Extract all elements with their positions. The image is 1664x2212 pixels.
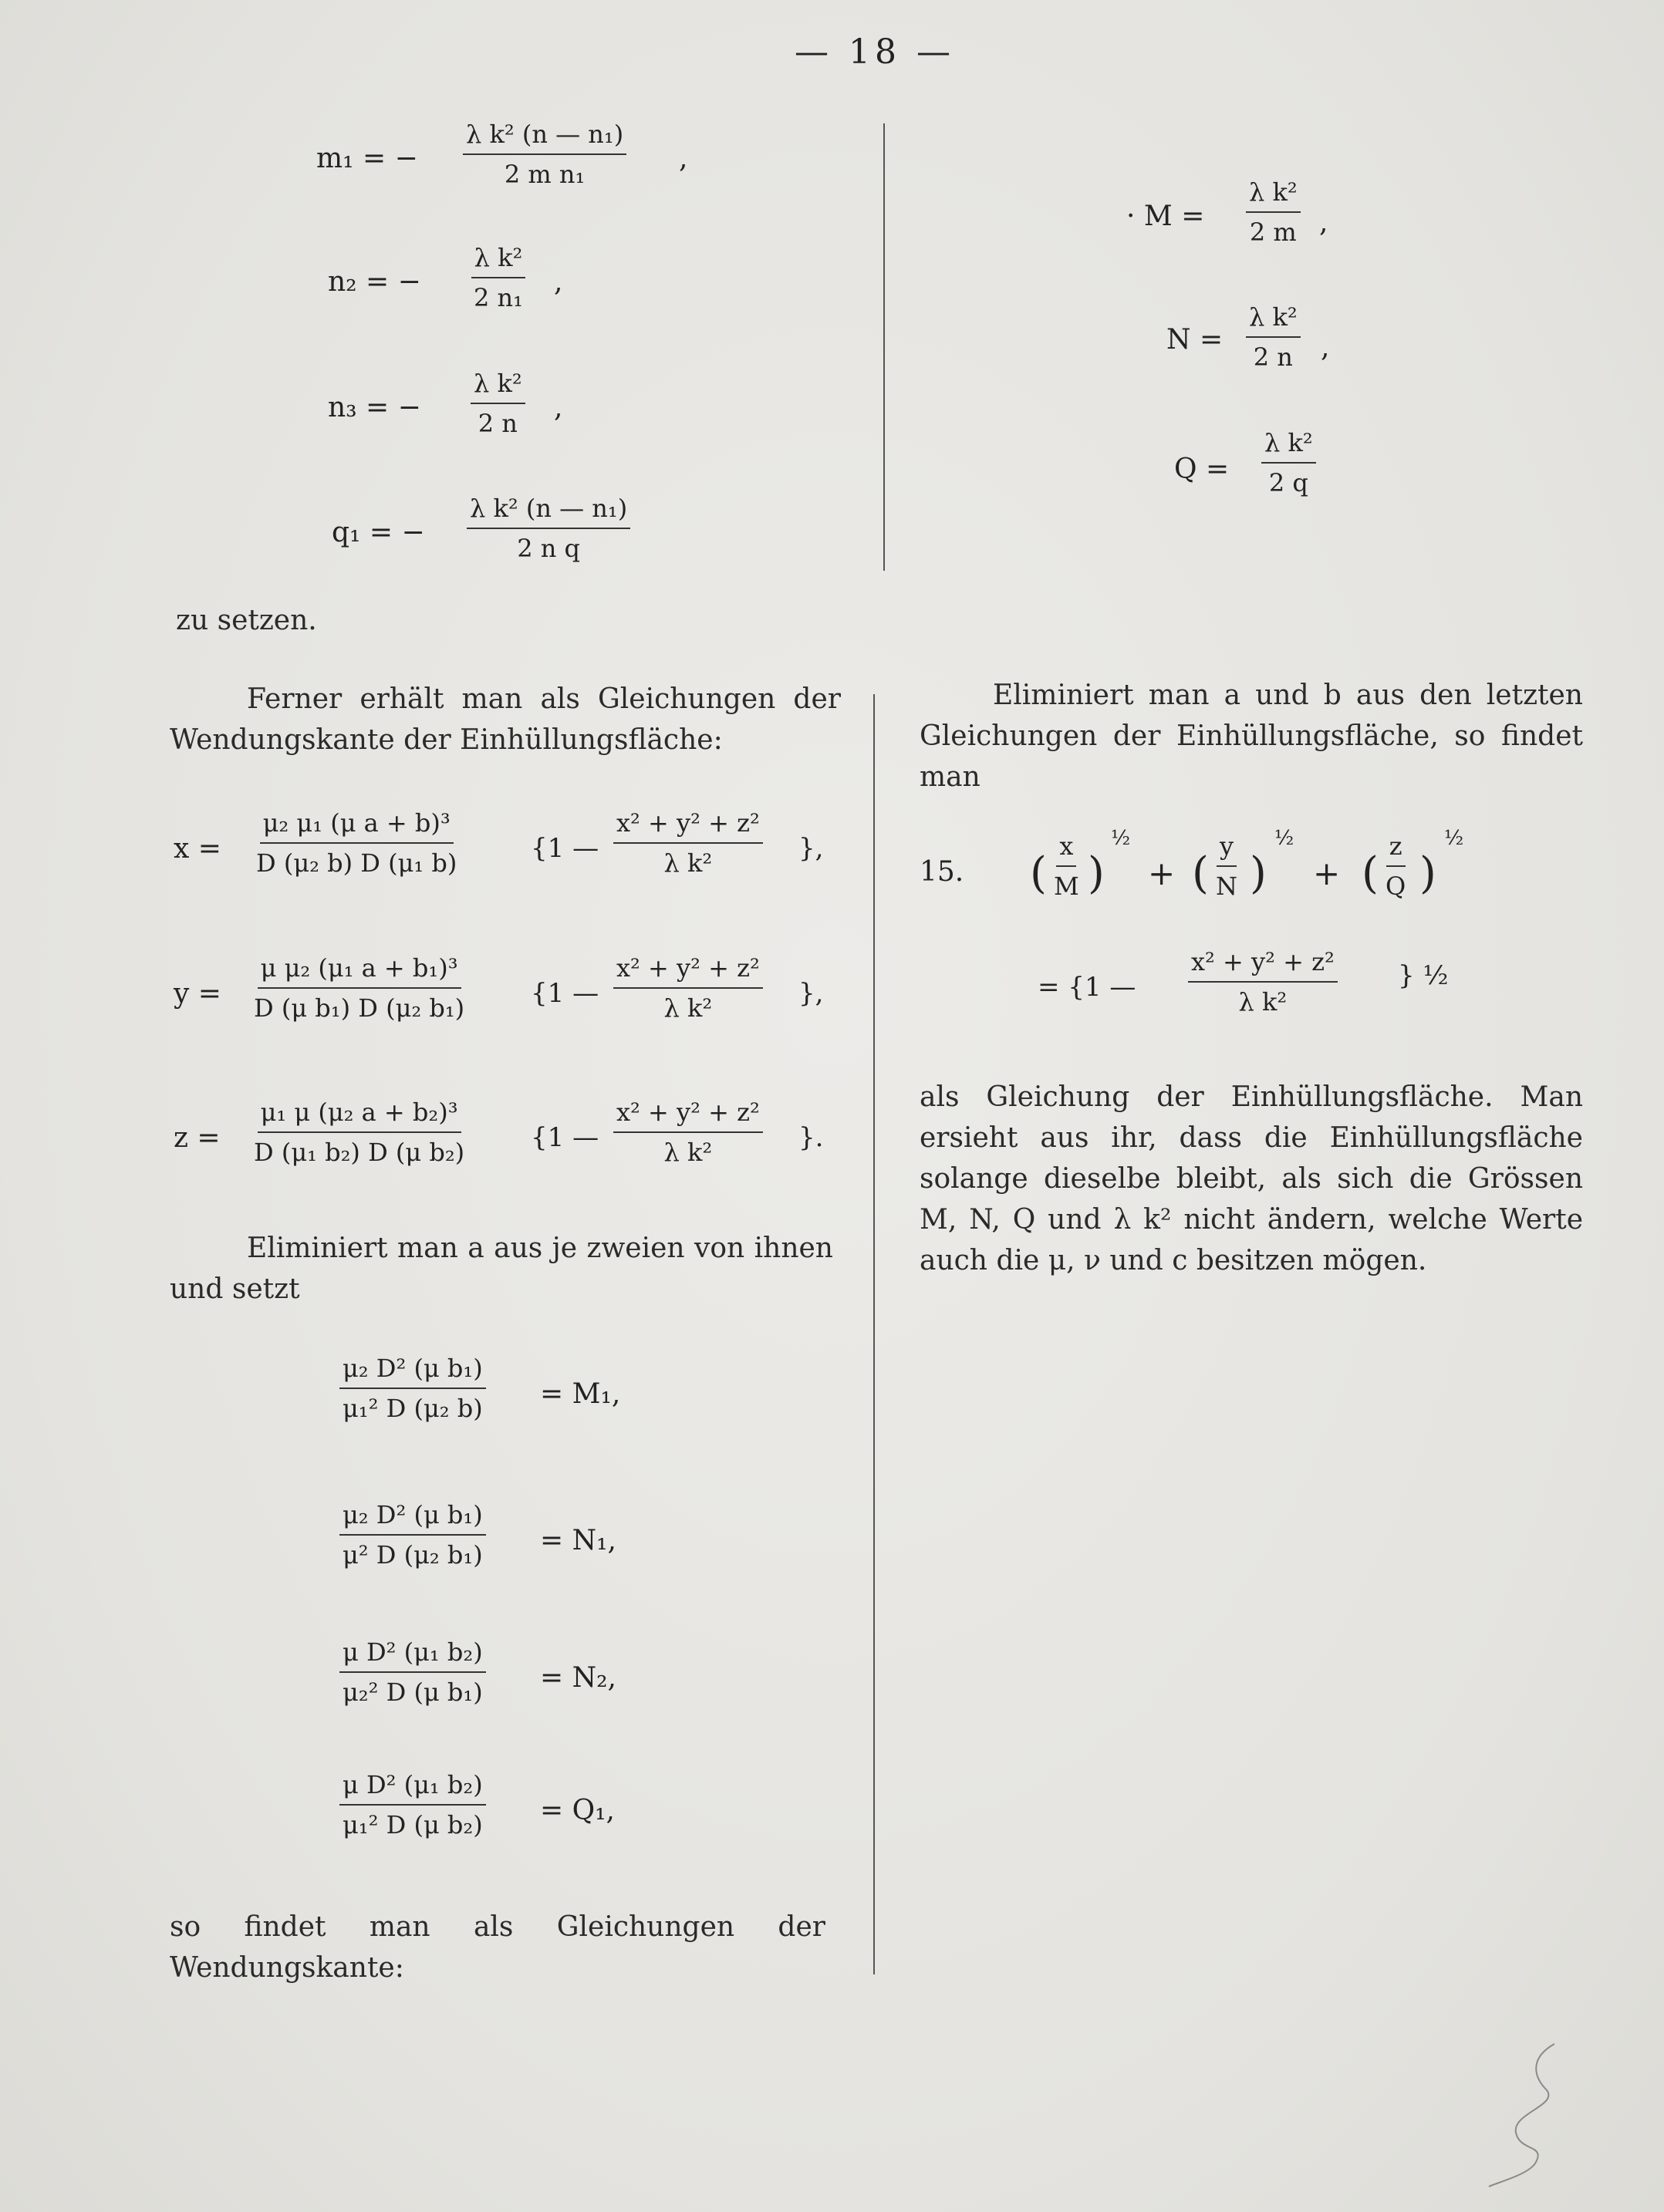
eq-fraction — [253, 808, 460, 878]
sub-denominator: μ₁² D (μ₂ b) — [343, 1394, 483, 1423]
plus-1: + — [1148, 855, 1176, 892]
page-number: — 18 — — [795, 32, 955, 72]
eq-bracket-close: }. — [798, 1122, 824, 1153]
def-numerator: λ k² (n — n₁) — [463, 120, 626, 155]
eq-inner-denominator: λ k² — [663, 993, 713, 1023]
sub-fraction — [339, 1637, 486, 1707]
eq-bracket-open: {1 — — [531, 1122, 599, 1153]
eq-inner-denominator: λ k² — [663, 1138, 713, 1167]
sub-rhs: = M₁, — [540, 1378, 621, 1410]
term-denominator: M — [1054, 872, 1079, 901]
def-numerator: λ k² — [471, 243, 526, 278]
def-denominator: 2 n — [478, 409, 518, 438]
eliminiert-paragraph-left: Eliminiert man a aus je zweien von ihnen und setzt — [170, 1232, 833, 1305]
def-numerator: λ k² — [471, 369, 525, 404]
final-paragraph-right: als Gleichung der Einhüllungsfläche. Man ersieht aus ihr, dass die Einhüllungsfläche solange dieselbe bleibt, als sich die Grössen M, N, Q und λ k² nicht ändern, welche Werte auch die μ, ν und c besitzen mögen. — [920, 1081, 1583, 1276]
eq-inner-numerator: x² + y² + z² — [613, 808, 763, 844]
paren-open-2: ( — [1192, 848, 1209, 899]
def-fraction — [1246, 177, 1301, 247]
eq-lhs: y = — [174, 978, 221, 1010]
eq-bracket-close: }, — [798, 833, 824, 864]
eq-numerator: μ₂ μ₁ (μ a + b)³ — [260, 808, 454, 844]
rhs-numerator: x² + y² + z² — [1188, 947, 1338, 983]
eq-inner-fraction — [613, 808, 763, 878]
final-paragraph-left: so findet man als Gleichungen der Wendungskante: — [170, 1911, 825, 1984]
def-denominator: 2 q — [1268, 468, 1308, 497]
def-lhs: Q = — [1174, 454, 1230, 485]
def-numerator: λ k² — [1261, 428, 1316, 464]
def-denominator: 2 n — [1253, 342, 1293, 372]
eq-lhs: z = — [174, 1122, 221, 1154]
eq-inner-fraction — [613, 1098, 763, 1167]
ferner-paragraph: Ferner erhält man als Gleichungen der Wendungskante der Einhüllungsfläche: — [170, 683, 841, 756]
eq-inner-fraction — [613, 953, 763, 1023]
eq-bracket-open: {1 — — [531, 833, 599, 864]
paren-close-2: ) — [1250, 848, 1267, 899]
def-tail: , — [554, 392, 563, 423]
term-numerator: z — [1386, 831, 1406, 867]
eq-denominator: D (μ₁ b₂) D (μ b₂) — [254, 1138, 465, 1167]
def-denominator: 2 n q — [517, 534, 580, 563]
eq-numerator: μ μ₂ (μ₁ a + b₁)³ — [258, 953, 461, 989]
rhs-close: } ½ — [1398, 960, 1449, 991]
eliminiert-paragraph-right: Eliminiert man a und b aus den letzten Gleichungen der Einhüllungsfläche, so findet man — [920, 679, 1583, 793]
sub-fraction — [339, 1770, 486, 1839]
def-lhs: m₁ = − — [316, 143, 418, 174]
def-numerator: λ k² (n — n₁) — [467, 494, 630, 529]
eq-fraction — [251, 1098, 467, 1167]
eq-numerator: μ₁ μ (μ₂ a + b₂)³ — [258, 1098, 461, 1133]
plus-2: + — [1313, 855, 1341, 892]
def-fraction — [471, 369, 525, 438]
sub-fraction — [339, 1354, 486, 1423]
def-fraction — [1246, 302, 1301, 372]
def-lhs: n₃ = − — [328, 392, 421, 423]
zu-setzen-text: zu setzen. — [176, 605, 317, 636]
paren-close-1: ) — [1088, 848, 1105, 899]
def-tail: , — [1321, 332, 1330, 363]
term-numerator: x — [1056, 831, 1076, 867]
term-denominator: N — [1216, 872, 1237, 901]
def-tail: , — [679, 143, 688, 174]
def-fraction — [467, 494, 630, 563]
def-denominator: 2 m — [1249, 217, 1297, 247]
term-denominator: Q — [1386, 872, 1406, 901]
term-numerator: y — [1217, 831, 1237, 867]
rhs-fraction — [1188, 947, 1338, 1017]
sub-rhs: = N₂, — [540, 1662, 616, 1694]
def-denominator: 2 m n₁ — [504, 160, 586, 189]
equation-number: 15. — [920, 856, 964, 888]
top-column-divider — [883, 123, 885, 571]
paren-open-1: ( — [1030, 848, 1047, 899]
def-numerator: λ k² — [1246, 177, 1301, 213]
term-z-over-Q — [1382, 831, 1409, 901]
eq-denominator: D (μ b₁) D (μ₂ b₁) — [254, 993, 465, 1023]
eq-bracket-open: {1 — — [531, 978, 599, 1009]
exponent-1: ½ — [1111, 827, 1131, 850]
rhs-open: = {1 — — [1038, 972, 1136, 1003]
def-fraction — [1261, 428, 1316, 497]
eq-fraction — [251, 953, 467, 1023]
rhs-denominator: λ k² — [1238, 987, 1288, 1017]
term-y-over-N — [1213, 831, 1240, 901]
paren-close-3: ) — [1419, 848, 1436, 899]
sub-numerator: μ₂ D² (μ b₁) — [339, 1500, 486, 1536]
sub-rhs: = N₁, — [540, 1525, 616, 1556]
exponent-2: ½ — [1274, 827, 1294, 850]
sub-numerator: μ D² (μ₁ b₂) — [339, 1637, 486, 1673]
eq-inner-numerator: x² + y² + z² — [613, 1098, 763, 1133]
def-tail: , — [1319, 207, 1328, 238]
def-lhs: N = — [1166, 324, 1224, 356]
paren-open-3: ( — [1362, 848, 1379, 899]
eq-bracket-close: }, — [798, 978, 824, 1009]
sub-fraction — [339, 1500, 486, 1570]
eq-lhs: x = — [174, 833, 221, 865]
sub-numerator: μ₂ D² (μ b₁) — [339, 1354, 486, 1389]
def-lhs: q₁ = − — [332, 517, 425, 548]
def-fraction — [471, 243, 526, 312]
def-denominator: 2 n₁ — [474, 283, 523, 312]
exponent-3: ½ — [1444, 827, 1464, 850]
sub-denominator: μ² D (μ₂ b₁) — [343, 1540, 483, 1570]
eq-inner-denominator: λ k² — [663, 848, 713, 878]
term-x-over-M — [1051, 831, 1082, 901]
sub-denominator: μ₂² D (μ b₁) — [343, 1678, 483, 1707]
def-lhs: n₂ = − — [328, 266, 421, 298]
sub-numerator: μ D² (μ₁ b₂) — [339, 1770, 486, 1806]
sub-rhs: = Q₁, — [540, 1795, 615, 1826]
def-numerator: λ k² — [1246, 302, 1301, 338]
eq-inner-numerator: x² + y² + z² — [613, 953, 763, 989]
bottom-column-divider — [873, 694, 875, 1974]
def-lhs: · M = — [1126, 201, 1205, 232]
handwritten-mark — [1481, 2036, 1574, 2190]
def-tail: , — [554, 266, 563, 298]
eq-denominator: D (μ₂ b) D (μ₁ b) — [256, 848, 457, 878]
sub-denominator: μ₁² D (μ b₂) — [343, 1810, 483, 1839]
def-fraction — [463, 120, 626, 189]
